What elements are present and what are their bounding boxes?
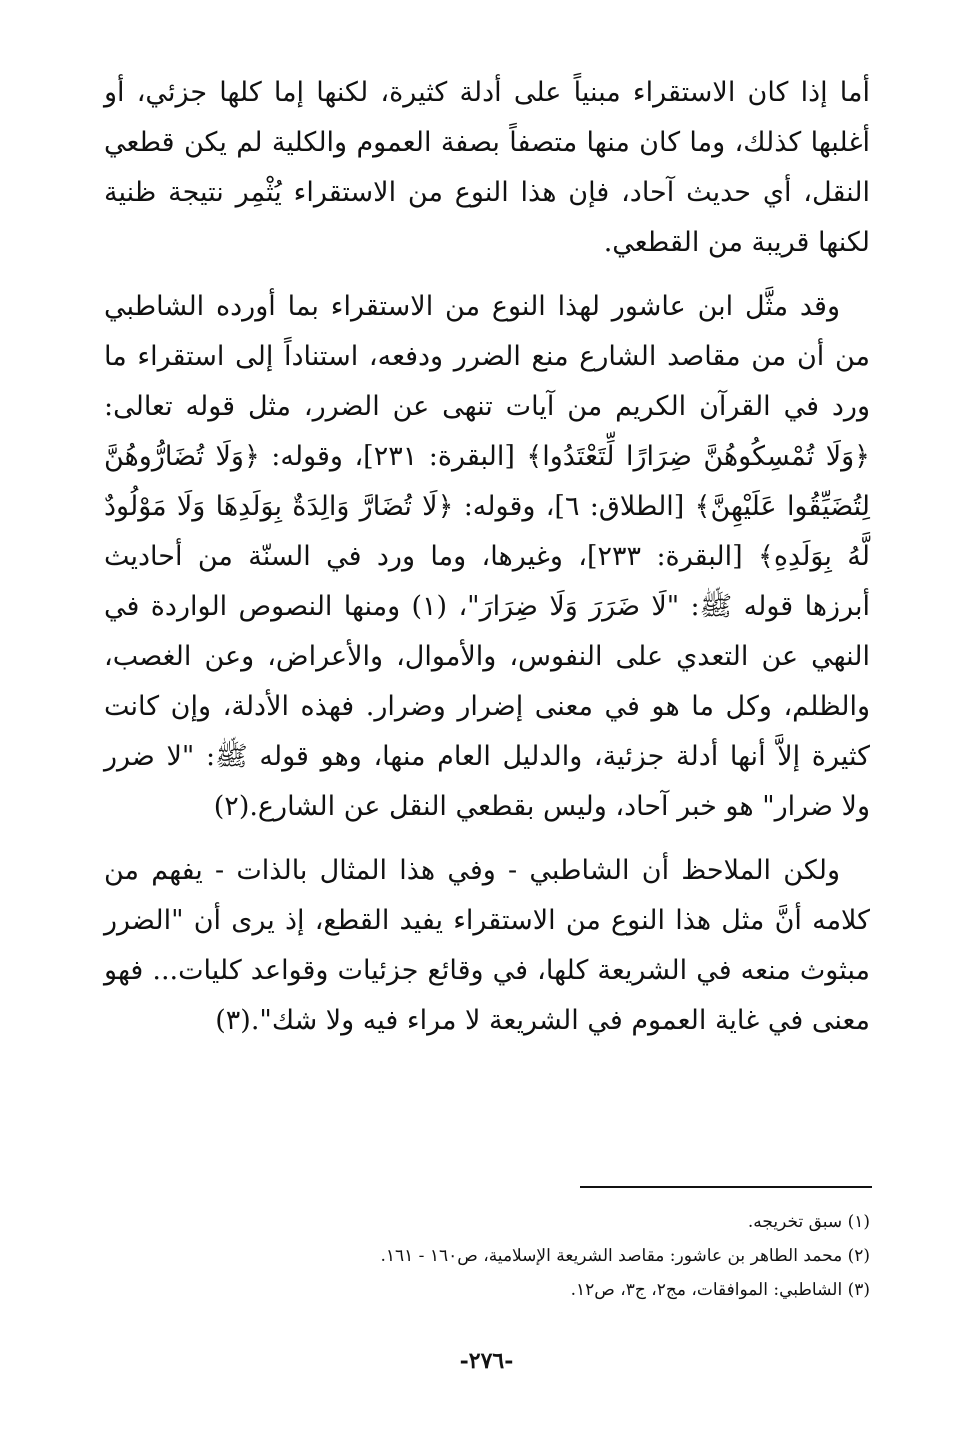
footnote-2: (٢) محمد الطاهر بن عاشور: مقاصد الشريعة الإسلامية، ص١٦٠ - ١٦١. [380, 1246, 870, 1266]
footnote-divider [580, 1186, 872, 1188]
footnote-3: (٣) الشاطبي: الموافقات، مج٢، ج٣، ص١٢. [570, 1280, 870, 1300]
paragraph-1: أما إذا كان الاستقراء مبنياً على أدلة كثيرة، لكنها إما كلها جزئي، أو أغلبها كذلك، وما كان منها متصفاً بصفة العموم والكلية لم يكن قطعي النقل، أي حديث آحاد، فإن هذا النوع من الاستقراء يُثْمِر نتيجة ظنية لكنها قريبة من القطعي. [104, 77, 870, 258]
page-number: -٢٧٦- [459, 1348, 514, 1374]
paragraph-2: وقد مثَّل ابن عاشور لهذا النوع من الاستقراء بما أورده الشاطبي من أن من مقاصد الشارع منع الضرر ودفعه، استناداً إلى استقراء ما ورد في القرآن الكريم من آيات تنهى عن الضرر، مثل قوله تعالى: ﴿وَلَا تُمْسِكُوهُنَّ ضِرَارًا لِّتَعْتَدُوا﴾ [البقرة: ٢٣١]، وقوله: ﴿وَلَا تُضَارُّوهُنَّ لِتُضَيِّقُوا عَلَيْهِنَّ﴾ [الطلاق: ٦]، وقوله: ﴿لَا تُضَارَّ وَالِدَةٌ بِوَلَدِهَا وَلَا مَوْلُودٌ لَّهُ بِوَلَدِهِ﴾ [البقرة: ٢٣٣]، وغيرها، وما ورد في السنّة من أحاديث أبرزها قوله ﷺ: "لَا ضَرَرَ وَلَا ضِرَارَ"، (١) ومنها النصوص الواردة في النهي عن التعدي على النفوس، والأموال، والأعراض، وعن الغصب، والظلم، وكل ما هو في معنى إضرار وضرار. فهذه الأدلة، وإن كانت كثيرة إلاَّ أنها أدلة جزئية، والدليل العام منها، وهو قوله ﷺ: "لا ضرر ولا ضرار" هو خبر آحاد، وليس بقطعي النقل عن الشارع.(٢) [104, 291, 871, 822]
footnotes [104, 1205, 870, 1307]
footnote-1: (١) سبق تخريجه. [747, 1212, 870, 1232]
paragraph-3: ولكن الملاحظ أن الشاطبي - وفي هذا المثال بالذات - يفهم من كلامه أنَّ مثل هذا النوع من الاستقراء يفيد القطع، إذ يرى أن "الضرر مبثوث منعه في الشريعة كلها، في وقائع جزئيات وقواعد كليات... فهو معنى في غاية العموم في الشريعة لا مراء فيه ولا شك".(٣) [104, 855, 870, 1036]
main-text [104, 68, 870, 1060]
